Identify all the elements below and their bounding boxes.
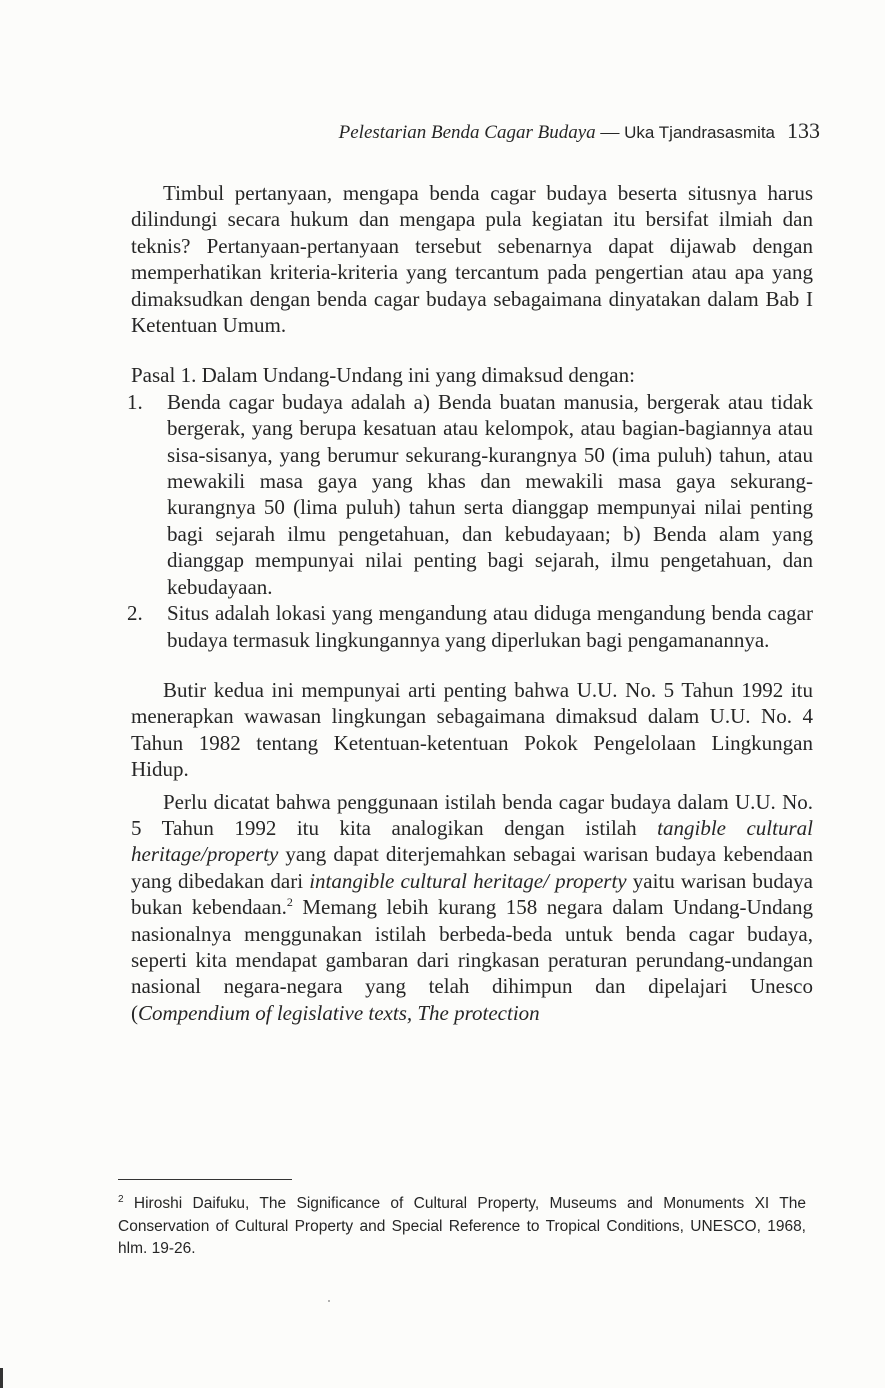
italic-term: intangible cultural heritage/ property bbox=[309, 868, 627, 893]
list-item-number: 2. bbox=[127, 601, 143, 626]
text-run: Perlu dicatat bahwa penggunaan istilah benda cagar budaya dalam U.U. No. 5 Tahun 1992 itu kita analogikan dengan istilah bbox=[131, 789, 813, 840]
italic-term: tangible cultural heritage/property bbox=[131, 815, 813, 867]
body-text bbox=[127, 180, 814, 1026]
italic-term: Compendium of legislative texts, The protection bbox=[138, 1000, 540, 1025]
footnote-marker: 2 bbox=[118, 1193, 124, 1205]
list-item-text: Benda cagar budaya adalah a) Benda buatan manusia, bergerak atau tidak bergerak, yang berupa kesatuan atau kelompok, atau bagian-bagiannya atau sisa-sisanya, yang berumur sekurang-kurangnya 50 (ima puluh) tahun, atau mewakili masa gaya yang khas dan mewakili masa gaya sekurang-kurangnya 50 (lima puluh) tahun serta dianggap mempunyai nilai penting bagi sejarah ilmu pengetahuan, dan kebudayaan; b) Benda alam yang dianggap mempunyai nilai penting bagi sejarah, ilmu pengetahuan, dan kebudayaan. bbox=[167, 389, 813, 599]
list-item-number: 1. bbox=[127, 389, 143, 414]
running-header bbox=[250, 118, 820, 144]
header-separator: — bbox=[595, 122, 625, 143]
list-item-text: Situs adalah lokasi yang mengandung atau diduga mengandung benda cagar budaya termasuk lingkungannya yang diperlukan bagi pengamanannya. bbox=[167, 601, 813, 652]
footnote-reference: 2 bbox=[286, 895, 293, 910]
text-run: Memang lebih kurang 158 negara dalam Undang-Undang nasionalnya menggunakan istilah berbeda-beda untuk benda cagar budaya, seperti kita mendapat gambaran dari ringkasan peraturan perundang-undangan nasional negara-negara yang telah dihimpun dan dipelajari Unesco ( bbox=[131, 895, 814, 1025]
paragraph-perlu-dicatat bbox=[131, 789, 813, 1027]
running-author: Uka Tjandrasasmita bbox=[624, 123, 775, 142]
text-run: yaitu warisan budaya bukan kebendaan. bbox=[131, 868, 813, 920]
pasal-intro: Pasal 1. Dalam Undang-Undang ini yang dimaksud dengan: bbox=[131, 363, 635, 388]
footnote bbox=[118, 1193, 806, 1261]
scan-speck bbox=[328, 1300, 330, 1302]
paragraph-intro: Timbul pertanyaan, mengapa benda cagar budaya beserta situsnya harus dilindungi secara hukum dan mengapa pula kegiatan itu bersifat ilmiah dan teknis? Pertanyaan-pertanyaan tersebut sebenarnya dapat dijawab dengan memperhatikan kriteria-kriteria yang tercantum pada pengertian atau apa yang dimaksudkan dengan benda cagar budaya sebagaimana dinyatakan dalam Bab I Ketentuan Umum. bbox=[131, 181, 813, 338]
list-item bbox=[127, 389, 813, 600]
text-run: yang dapat diterjemahkan sebagai warisan budaya kebendaan yang dibedakan dari bbox=[131, 842, 813, 893]
list-item bbox=[127, 600, 813, 653]
page-number: 133 bbox=[787, 118, 820, 143]
footnote-text: Hiroshi Daifuku, The Significance of Cultural Property, Museums and Monuments XI The Conservation of Cultural Property and Special Reference to Tropical Conditions, UNESCO, 1968, hlm. 19-26. bbox=[118, 1195, 806, 1257]
scan-edge-mark bbox=[0, 1368, 3, 1388]
running-title: Pelestarian Benda Cagar Budaya bbox=[338, 122, 596, 143]
footnote-divider bbox=[118, 1179, 292, 1180]
paragraph-butir-kedua: Butir kedua ini mempunyai arti penting bahwa U.U. No. 5 Tahun 1992 itu menerapkan wawasan lingkungan sebagaimana dimaksud dalam U.U. No. 4 Tahun 1982 tentang Ketentuan-ketentuan Pokok Pengelolaan Lingkungan Hidup. bbox=[131, 677, 813, 782]
